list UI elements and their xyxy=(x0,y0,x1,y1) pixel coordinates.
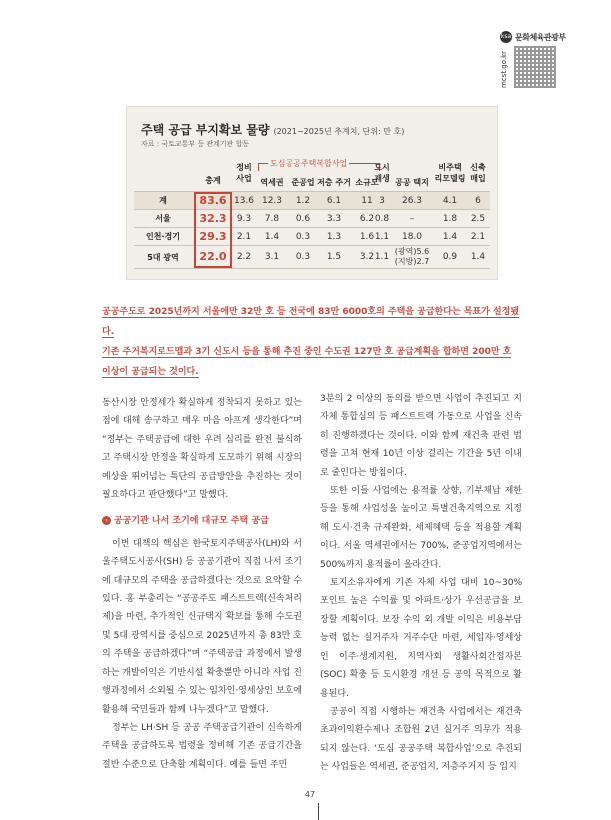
row-label-total: 계 xyxy=(159,196,167,205)
row-divider xyxy=(134,245,490,246)
table-cell: 9.3 xyxy=(236,214,252,224)
table-title: 주택 공급 부지확보 물량 (2021~2025년 추계치, 단위: 만 호) xyxy=(141,123,405,137)
body-column-right xyxy=(320,390,522,777)
header-urban-renewal: 도시 재생 xyxy=(374,163,390,183)
table-cell: 0.3 xyxy=(295,252,311,262)
table-cell: 1.1 xyxy=(374,252,390,262)
table-cell: 26.3 xyxy=(401,196,423,206)
table-cell-local: (지방)2.7 xyxy=(394,257,430,266)
page-number-rule xyxy=(318,803,319,820)
table-cell: 0.6 xyxy=(295,214,311,224)
table-cell: – xyxy=(409,214,415,224)
row-divider xyxy=(134,191,490,192)
table-subtitle: (2021~2025년 추계치, 단위: 만 호) xyxy=(273,127,405,136)
paragraph: 토지소유자에게 기존 자체 사업 대비 10~30%포인트 높은 수익률 및 아파트·상가 우선공급을 보장할 계획이다. 보장 수익 외 개발 이익은 비용부담 능력 없는 실거주자 거주수단 마련, 세입자·영세상인 이주·생계지원, 지역사회 생활사회간접자본(SOC) 확충 등 도시환경 개선 등 공익 목적으로 활용된다. xyxy=(320,578,522,699)
table-cell-metro: (광역)5.6 xyxy=(394,247,430,256)
arrow-circle-icon: › xyxy=(102,516,111,525)
table-cell: 11 xyxy=(361,196,373,206)
paragraph: 정부는 LH·SH 등 공공 주택공급기관이 신속하게 주택을 공급하도록 법령을 정비해 기존 공급기간을 절반 수준으로 단축할 계획이다. 예를 들면 주민 xyxy=(102,722,302,770)
table-cell: 1.1 xyxy=(374,232,390,242)
header-public-land: 공공 택지 xyxy=(395,178,429,187)
table-cell: 3.3 xyxy=(326,214,342,224)
table-cell: 7.8 xyxy=(264,214,280,224)
table-cell: 1.3 xyxy=(326,232,342,242)
total-cell: 29.3 xyxy=(199,230,227,243)
header-semi-industrial: 준공업 xyxy=(291,178,315,187)
table-cell: 2.1 xyxy=(470,232,486,242)
header-total: 총계 xyxy=(205,176,221,185)
table-caption xyxy=(102,302,522,382)
table-source: 자료 : 국토교통부 등 관계기관 합동 xyxy=(141,140,250,148)
row-label-incheon-gyeonggi: 인천·경기 xyxy=(146,232,180,241)
brand-url: mcst.go.kr xyxy=(500,50,508,88)
paragraph: 공공이 직접 시행하는 재건축 사업에서는 재건축초과이익환수제나 조합원 2년 실거주 의무가 적용되지 않는다. ‘도심 공공주택 복합사업’으로 추진되는 사업들은 역세권, 준공업지, 저층주거지 등 입지 xyxy=(320,706,522,773)
table-cell: 4.1 xyxy=(442,196,458,206)
row-label-five-metro: 5대 광역 xyxy=(147,253,179,262)
caption-line-1: 공공주도로 2025년까지 서울에만 32만 호 등 전국에 83만 6000호의 주택을 공급한다는 목표가 설정됐다. xyxy=(102,307,520,337)
table-cell: 1.4 xyxy=(442,232,458,242)
caption-line-3: 이상이 공급되는 것이다. xyxy=(102,367,199,377)
table-cell: 1.8 xyxy=(442,214,458,224)
page-number: 47 xyxy=(304,790,316,799)
row-divider xyxy=(134,227,490,228)
table-cell: 18.0 xyxy=(401,232,423,242)
brand-name: 문화체육관광부 xyxy=(515,32,566,42)
brand-mark xyxy=(500,30,606,88)
table-cell: 2.5 xyxy=(470,214,486,224)
table-cell: 1.2 xyxy=(295,196,311,206)
header-station-area: 역세권 xyxy=(260,178,284,187)
header-redevelopment: 정비 사업 xyxy=(236,163,252,183)
table-cell: 1.5 xyxy=(326,252,342,262)
paragraph: 동산시장 안정세가 확실하게 정착되지 못하고 있는 점에 대해 송구하고 매우 마음 아프게 생각한다”며 “정부는 주택공급에 대한 우려 심리를 완전 불식하고 주택시장 안정을 확실하게 도모하기 위해 시장의 예상을 뛰어넘는 특단의 공급방안을 추진하는 것이 필요하다고 판단했다”고 말했다. xyxy=(102,398,302,501)
section-heading: › 공공기관 나서 조기에 대규모 주택 공급 xyxy=(102,512,302,530)
table-cell: 1.6 xyxy=(359,232,375,242)
table-cell: 0.9 xyxy=(442,252,458,262)
table-cell: 13.6 xyxy=(233,196,255,206)
table-cell: 0.8 xyxy=(374,214,390,224)
table-cell: 3 xyxy=(379,196,385,206)
header-new-purchase: 신축 매입 xyxy=(470,163,486,183)
group-label xyxy=(258,158,380,171)
body-column-left xyxy=(102,394,302,774)
table-cell: 2.1 xyxy=(236,232,252,242)
brand-top xyxy=(500,30,606,44)
header-non-housing-remodel: 비주택 리모델링 xyxy=(434,163,466,183)
group-label-text: 도심공공주택복합사업 xyxy=(270,159,348,168)
paragraph: 이번 대책의 핵심은 한국토지주택공사(LH)와 서울주택도시공사(SH) 등 공공기관이 직접 나서 조기에 대규모의 주택을 공급하겠다는 것으로 요약할 수 있다. 홍 부총리는 “공공주도 패스트트랙(신속처리제)을 마련, 추가적인 신규택지 확보를 통해 수도권 및 5대 광역시를 중심으로 2025년까지 총 83만 호의 주택을 공급하겠다”며 “주택공급 과정에서 발생하는 개발이익은 기반시설 확충뿐만 아니라 사업 진행과정에서 소외될 수 있는 임차인·영세상인 보호에 활용해 국민들과 함께 나누겠다”고 말했다. xyxy=(102,538,302,715)
caption-line-2: 기존 주거복지로드맵과 3기 신도시 등을 통해 추진 중인 수도권 127만 호 공급계획을 합하면 200만 호 xyxy=(102,347,512,357)
row-label-seoul: 서울 xyxy=(155,214,171,223)
header-small-scale: 소규모 xyxy=(355,178,379,187)
table-cell: 1.4 xyxy=(470,252,486,262)
qr-code-icon xyxy=(514,46,556,88)
paragraph: 또한 이들 사업에는 용적률 상향, 기부채납 제한 등을 통해 사업성을 높이고 특별건축지역으로 지정해 도시·건축 규제완화, 세제혜택 등을 적용할 계획이다. 서울 역세권에서는 700%, 준공업지역에서는 500%까지 용적률이 올라간다. xyxy=(320,486,522,570)
total-cell: 83.6 xyxy=(199,194,227,207)
total-cell: 22.0 xyxy=(199,250,227,263)
total-cell: 32.3 xyxy=(199,212,227,225)
row-divider xyxy=(134,268,490,269)
table-cell: 6 xyxy=(475,196,481,206)
paragraph: 3분의 2 이상의 동의를 받으면 사업이 추진되고 지자체 통합심의 등 패스트트랙 가동으로 사업을 신속히 진행하겠다는 것이다. 이와 함께 재건축 관련 법령을 고쳐 현재 10년 이상 걸리는 기간을 5년 이내로 줄인다는 방침이다. xyxy=(320,394,522,478)
table-cell: 0.3 xyxy=(295,232,311,242)
table-cell: 2.2 xyxy=(236,252,252,262)
table-cell: 3.1 xyxy=(264,252,280,262)
brand-logo-icon: ksa xyxy=(500,31,512,43)
header-low-rise: 저층 주거 xyxy=(317,178,351,187)
table-cell: 12.3 xyxy=(261,196,283,206)
row-divider xyxy=(134,209,490,210)
table-cell: 6.1 xyxy=(326,196,342,206)
table-cell: 3.2 xyxy=(359,252,375,262)
table-cell: 1.4 xyxy=(264,232,280,242)
table-cell: 6.2 xyxy=(359,214,375,224)
